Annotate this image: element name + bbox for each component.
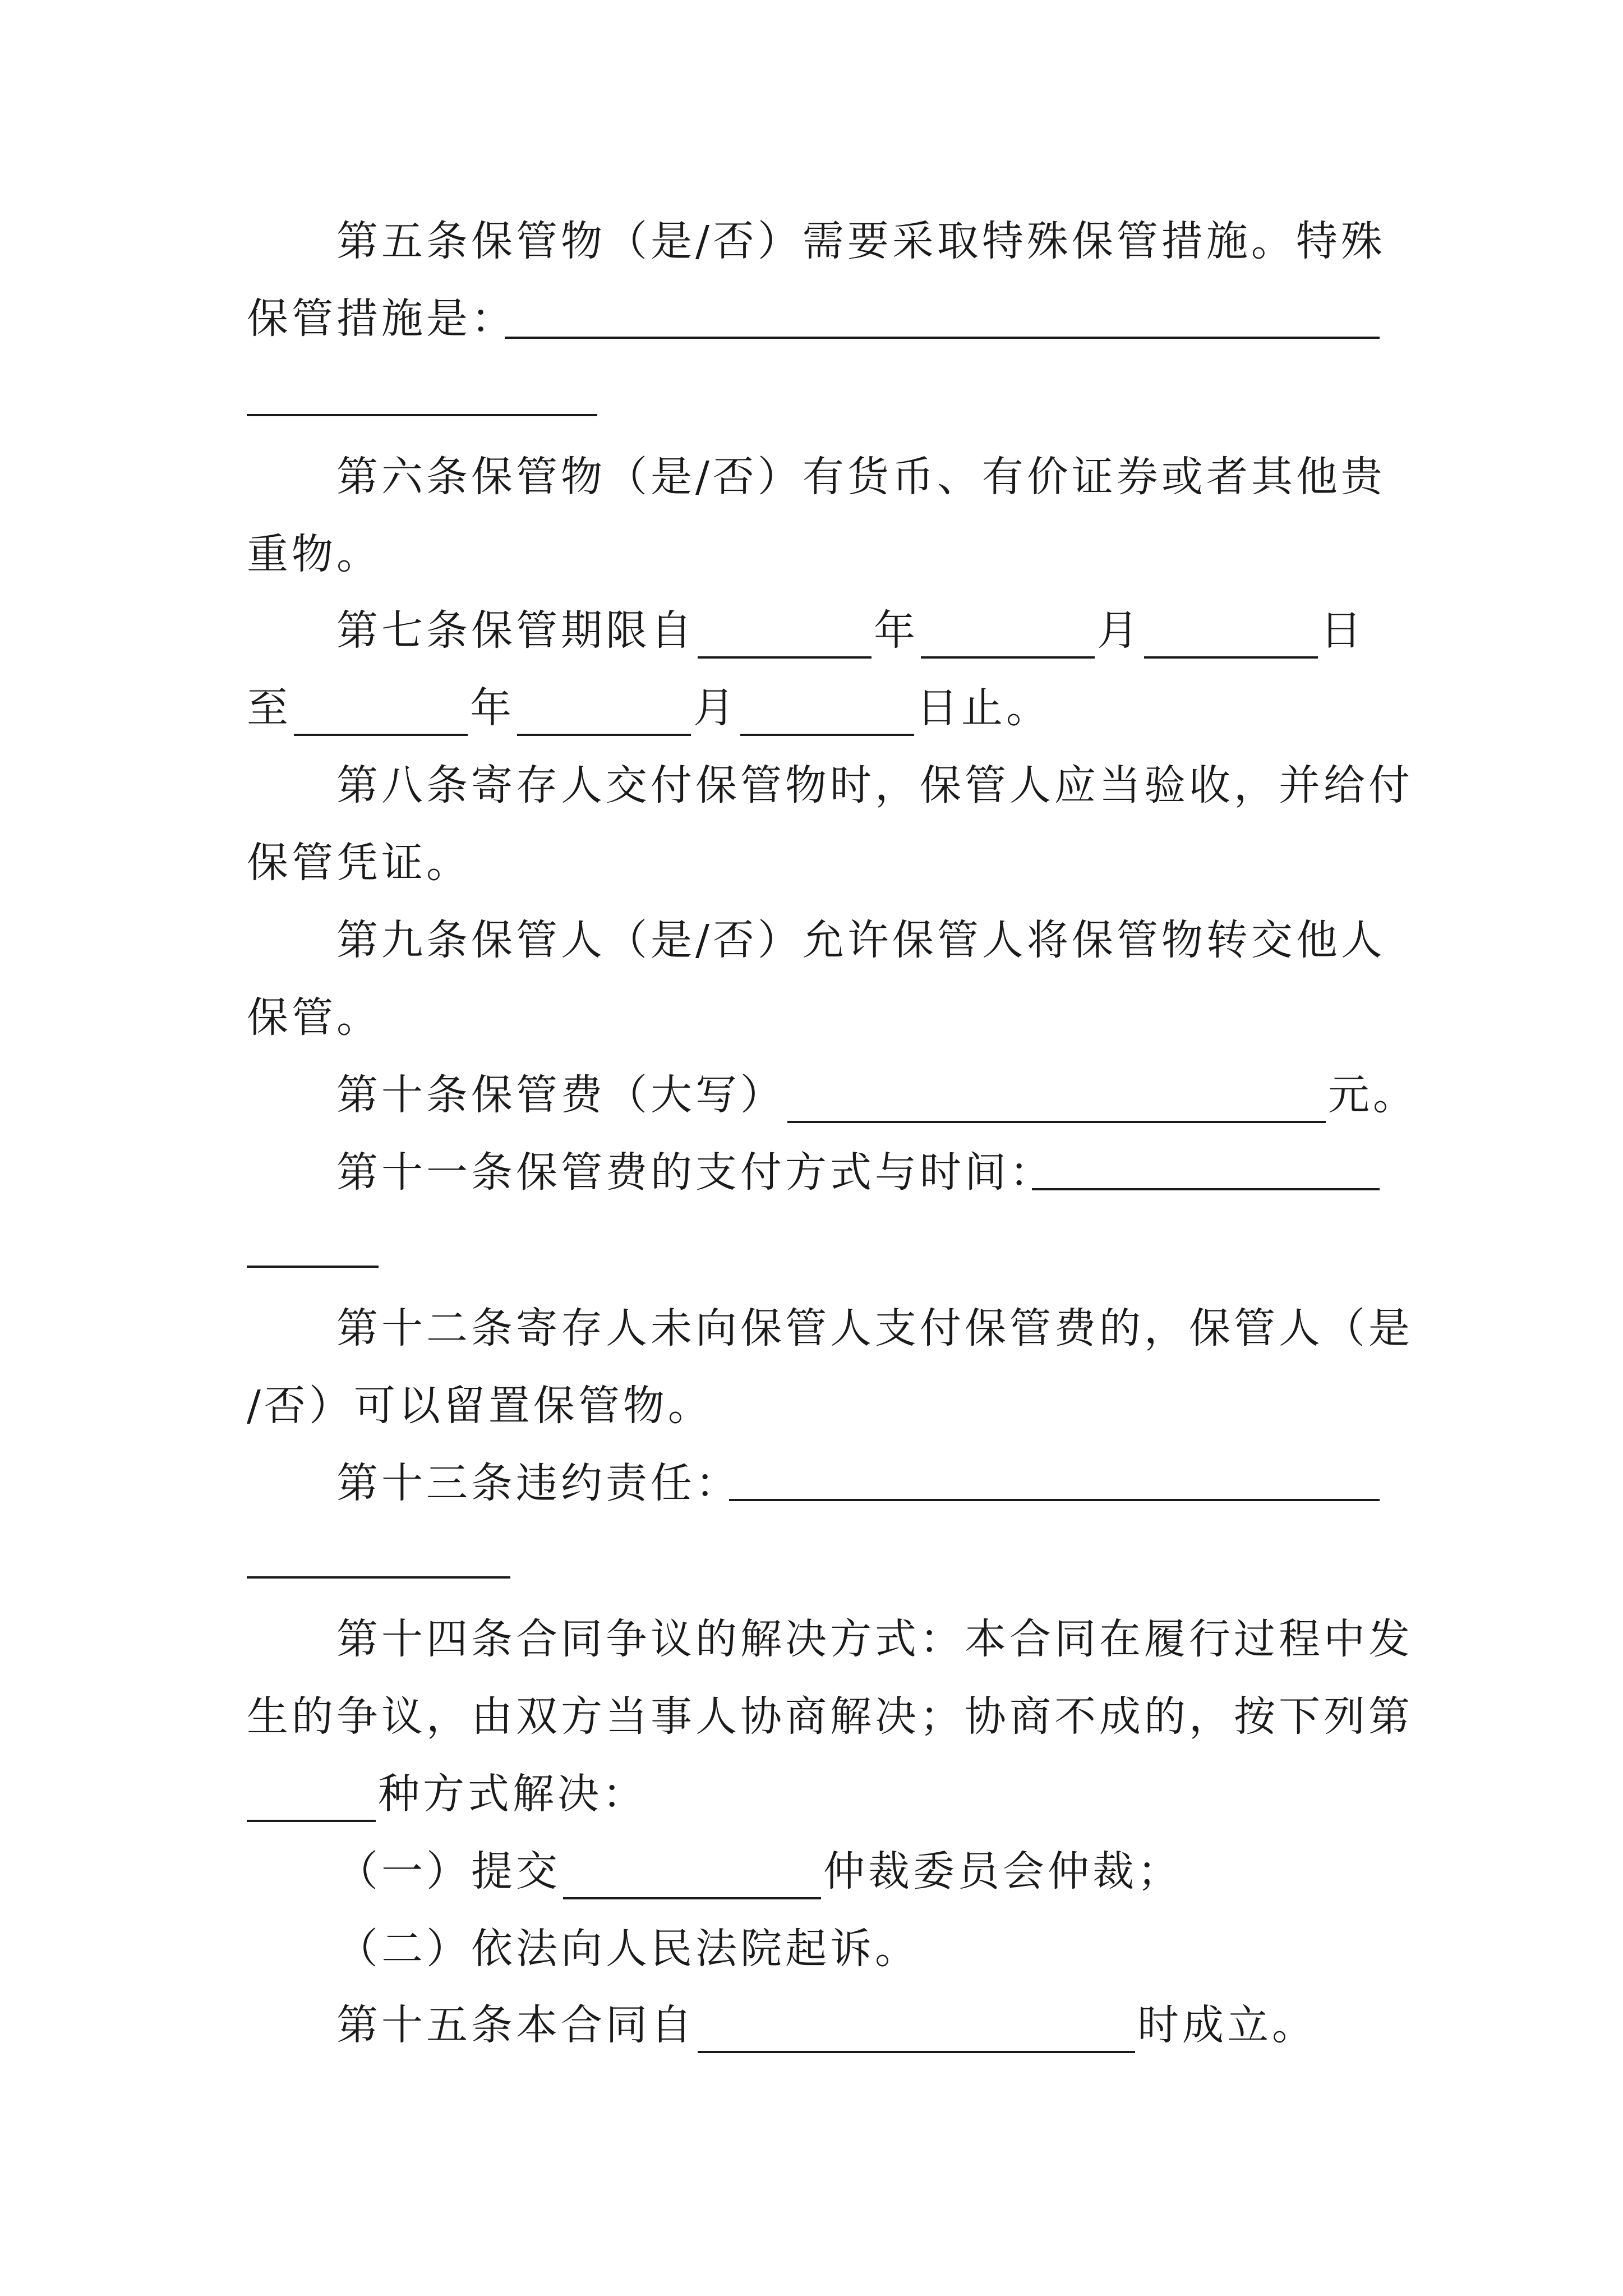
article-7-text-1: 第七条保管期限自 [336, 606, 695, 655]
start-month-blank[interactable] [921, 617, 1095, 659]
article-14-line-3 [247, 1766, 647, 1822]
article-6-line-1 [336, 449, 1386, 505]
article-15-line [336, 1997, 1317, 2053]
payment-method-blank-cont[interactable] [247, 1266, 379, 1268]
article-11-line [336, 1144, 1054, 1200]
option-2-text: （二）依法向人民法院起诉。 [336, 1925, 920, 1973]
article-7-text-2: 至 [247, 684, 292, 732]
end-day-blank[interactable] [740, 694, 914, 736]
resolution-method-blank[interactable] [247, 1780, 376, 1822]
article-12-line-1 [336, 1300, 1413, 1356]
article-12-text-2: /否）可以留置保管物。 [247, 1382, 713, 1430]
option-1-text-2: 仲裁委员会仲裁； [823, 1847, 1182, 1895]
article-7-line-1 [336, 602, 1365, 659]
article-10-text-1: 第十条保管费（大写） [336, 1071, 785, 1119]
arbitration-committee-blank[interactable] [563, 1858, 821, 1899]
start-day-blank[interactable] [1144, 617, 1318, 659]
liability-blank[interactable] [729, 1499, 1380, 1501]
article-5-text-1: 第五条保管物（是/否）需要采取特殊保管措施。特殊 [336, 217, 1386, 265]
article-7-month-2: 月 [693, 684, 738, 732]
article-9-text-2: 保管。 [247, 993, 381, 1042]
special-measures-blank-cont[interactable] [247, 414, 597, 416]
article-8-text-2: 保管凭证。 [247, 839, 471, 887]
article-7-line-2 [247, 680, 1051, 736]
article-12-text-1: 第十二条寄存人未向保管人支付保管费的，保管人（是 [336, 1304, 1413, 1352]
option-1-text-1: （一）提交 [336, 1847, 561, 1895]
article-9-line-1 [336, 912, 1386, 968]
special-measures-blank[interactable] [505, 337, 1380, 339]
article-14-line-1 [336, 1611, 1413, 1667]
article-13-line [336, 1455, 740, 1511]
article-15-text-2: 时成立。 [1137, 2001, 1317, 2049]
article-6-text-2: 重物。 [247, 530, 381, 578]
article-10-text-2: 元。 [1328, 1071, 1418, 1119]
article-6-text-1: 第六条保管物（是/否）有货币、有价证券或者其他贵 [336, 453, 1386, 501]
start-year-blank[interactable] [698, 617, 872, 659]
liability-blank-cont[interactable] [247, 1576, 510, 1579]
article-8-line-2 [247, 835, 471, 891]
option-2-line [336, 1921, 920, 1977]
article-14-text-2: 生的争议，由双方当事人协商解决；协商不成的，按下列第 [247, 1692, 1413, 1741]
article-5-line-2 [247, 291, 516, 347]
article-7-month-1: 月 [1097, 606, 1142, 655]
end-year-blank[interactable] [294, 694, 468, 736]
article-10-line [336, 1067, 1418, 1123]
article-9-text-1: 第九条保管人（是/否）允许保管人将保管物转交他人 [336, 916, 1386, 964]
storage-fee-amount-blank[interactable] [787, 1082, 1326, 1123]
contract-effective-blank[interactable] [698, 2012, 1135, 2053]
article-8-line-1 [336, 757, 1413, 813]
article-14-line-2 [247, 1688, 1413, 1745]
article-13-text: 第十三条违约责任： [336, 1459, 740, 1507]
article-9-line-2 [247, 990, 381, 1046]
article-15-text-1: 第十五条本合同自 [336, 2001, 695, 2049]
article-7-day-1: 日 [1320, 606, 1365, 655]
article-7-year-1: 年 [874, 606, 919, 655]
article-8-text-1: 第八条寄存人交付保管物时，保管人应当验收，并给付 [336, 761, 1413, 809]
article-14-text-1: 第十四条合同争议的解决方式：本合同在履行过程中发 [336, 1615, 1413, 1663]
option-1-line [336, 1843, 1182, 1899]
article-14-text-3: 种方式解决： [378, 1770, 647, 1818]
end-month-blank[interactable] [517, 694, 691, 736]
article-7-year-2: 年 [470, 684, 515, 732]
article-6-line-2 [247, 526, 381, 582]
article-12-line-2 [247, 1378, 713, 1434]
payment-method-blank[interactable] [1032, 1188, 1380, 1190]
article-11-text: 第十一条保管费的支付方式与时间： [336, 1148, 1054, 1197]
article-5-text-2: 保管措施是： [247, 295, 516, 343]
article-7-day-2: 日止。 [916, 684, 1051, 732]
article-5-line-1 [336, 213, 1386, 269]
